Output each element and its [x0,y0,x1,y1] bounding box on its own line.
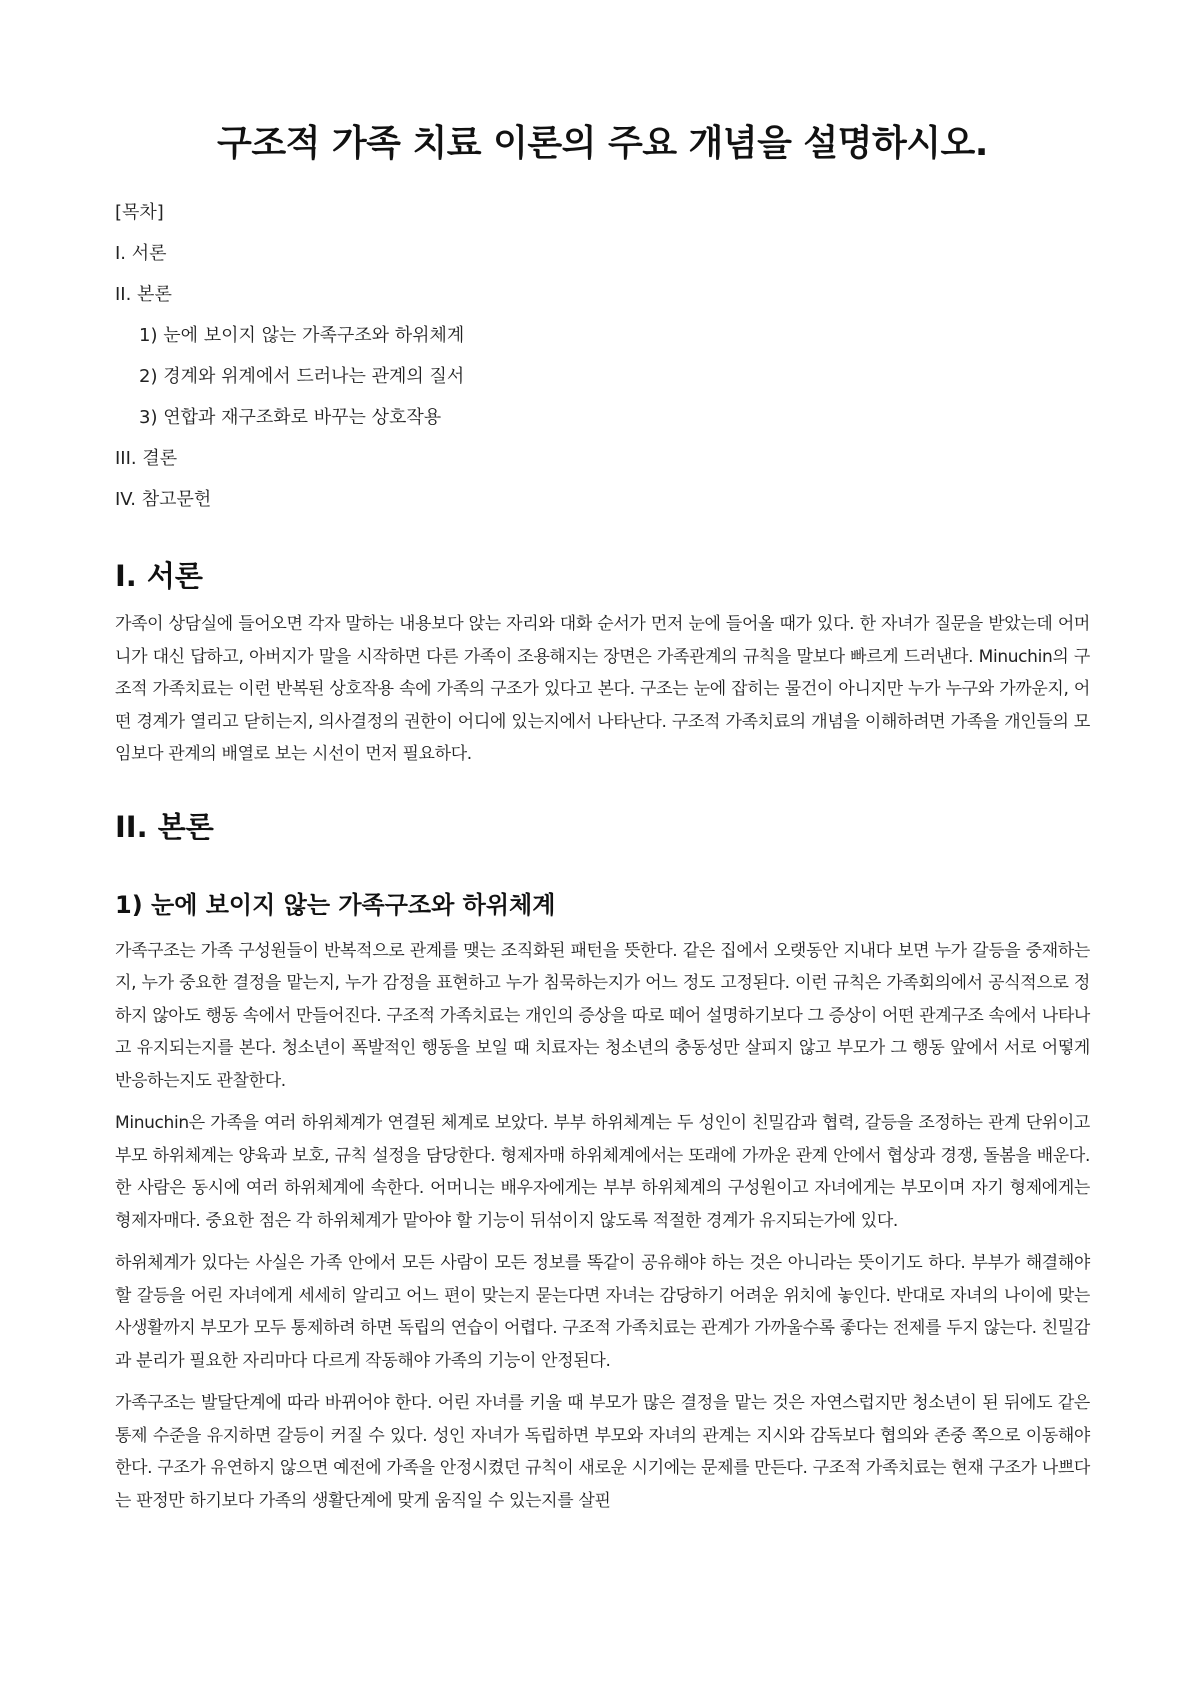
toc-header: [목차] [115,202,164,223]
toc-item: 1) 눈에 보이지 않는 가족구조와 하위체계 [139,325,465,346]
paragraph: Minuchin은 가족을 여러 하위체계가 연결된 체계로 보았다. 부부 하위체계는 두 성인이 친밀감과 협력, 갈등을 조정하는 관계 단위이고 부모 하위체계는 양육과 보호, 규칙 설정을 담당한다. 형제자매 하위체계에서는 또래에 가까운 관계 안에서 협상과 경쟁, 돌봄을 배운다. 한 사람은 동시에 여러 하위체계에 속한다. 어머니는 배우자에게는 부부 하위체계의 구성원이고 자녀에게는 부모이며 자기 형제에게는 형제자매다. 중요한 점은 각 하위체계가 맡아야 할 기능이 뒤섞이지 않도록 적절한 경계가 유지되는가에 있다. [115,1113,1090,1231]
toc-item: IV. 참고문헌 [115,489,212,510]
paragraph: 가족구조는 발달단계에 따라 바뀌어야 한다. 어린 자녀를 키울 때 부모가 많은 결정을 맡는 것은 자연스럽지만 청소년이 된 뒤에도 같은 통제 수준을 유지하면 갈등이 커질 수 있다. 성인 자녀가 독립하면 부모와 자녀의 관계는 지시와 감독보다 협의와 존중 쪽으로 이동해야 한다. 구조가 유연하지 않으면 예전에 가족을 안정시켰던 규칙이 새로운 시기에는 문제를 만든다. 구조적 가족치료는 현재 구조가 나쁘다는 판정만 하기보다 가족의 생활단계에 맞게 움직일 수 있는지를 살핀 [115,1393,1090,1511]
toc-item: 3) 연합과 재구조화로 바꾸는 상호작용 [139,407,442,428]
toc-item: I. 서론 [115,243,167,264]
paragraph: 가족구조는 가족 구성원들이 반복적으로 관계를 맺는 조직화된 패턴을 뜻한다. 같은 집에서 오랫동안 지내다 보면 누가 갈등을 중재하는지, 누가 중요한 결정을 맡는지, 누가 감정을 표현하고 누가 침묵하는지가 어느 정도 고정된다. 이런 규칙은 가족회의에서 공식적으로 정하지 않아도 행동 속에서 만들어진다. 구조적 가족치료는 개인의 증상을 따로 떼어 설명하기보다 그 증상이 어떤 관계구조 속에서 나타나고 유지되는지를 본다. 청소년이 폭발적인 행동을 보일 때 치료자는 청소년의 충동성만 살피지 않고 부모가 그 행동 앞에서 서로 어떻게 반응하는지도 관찰한다. [115,940,1090,1091]
document-title: 구조적 가족 치료 이론의 주요 개념을 설명하시오. [217,123,988,164]
paragraph: 가족이 상담실에 들어오면 각자 말하는 내용보다 앉는 자리와 대화 순서가 먼저 눈에 들어올 때가 있다. 한 자녀가 질문을 받았는데 어머니가 대신 답하고, 아버지가 말을 시작하면 다른 가족이 조용해지는 장면은 가족관계의 규칙을 말보다 빠르게 드러낸다. Minuchin의 구조적 가족치료는 이런 반복된 상호작용 속에 가족의 구조가 있다고 본다. 구조는 눈에 잡히는 물건이 아니지만 누가 누구와 가까운지, 어떤 경계가 열리고 닫히는지, 의사결정의 권한이 어디에 있는지에서 나타난다. 구조적 가족치료의 개념을 이해하려면 가족을 개인들의 모임보다 관계의 배열로 보는 시선이 먼저 필요하다. [115,614,1090,764]
introduction-heading: I. 서론 [115,559,203,593]
body-section [115,805,1090,1518]
table-of-contents [115,192,1090,520]
body-heading: II. 본론 [115,809,214,844]
toc-item: 2) 경계와 위계에서 드러나는 관계의 질서 [139,366,465,387]
toc-item: III. 결론 [115,448,178,469]
toc-item: II. 본론 [115,284,172,305]
document-page [115,0,1090,1517]
subsection-heading: 1) 눈에 보이지 않는 가족구조와 하위체계 [115,890,556,919]
paragraph: 하위체계가 있다는 사실은 가족 안에서 모든 사람이 모든 정보를 똑같이 공유해야 하는 것은 아니라는 뜻이기도 하다. 부부가 해결해야 할 갈등을 어린 자녀에게 세세히 알리고 어느 편이 맞는지 묻는다면 자녀는 감당하기 어려운 위치에 놓인다. 반대로 자녀의 나이에 맞는 사생활까지 부모가 모두 통제하려 하면 독립의 연습이 어렵다. 구조적 가족치료는 관계가 가까울수록 좋다는 전제를 두지 않는다. 친밀감과 분리가 필요한 자리마다 다르게 작동해야 가족의 기능이 안정된다. [115,1253,1090,1371]
introduction-section [115,554,1090,771]
